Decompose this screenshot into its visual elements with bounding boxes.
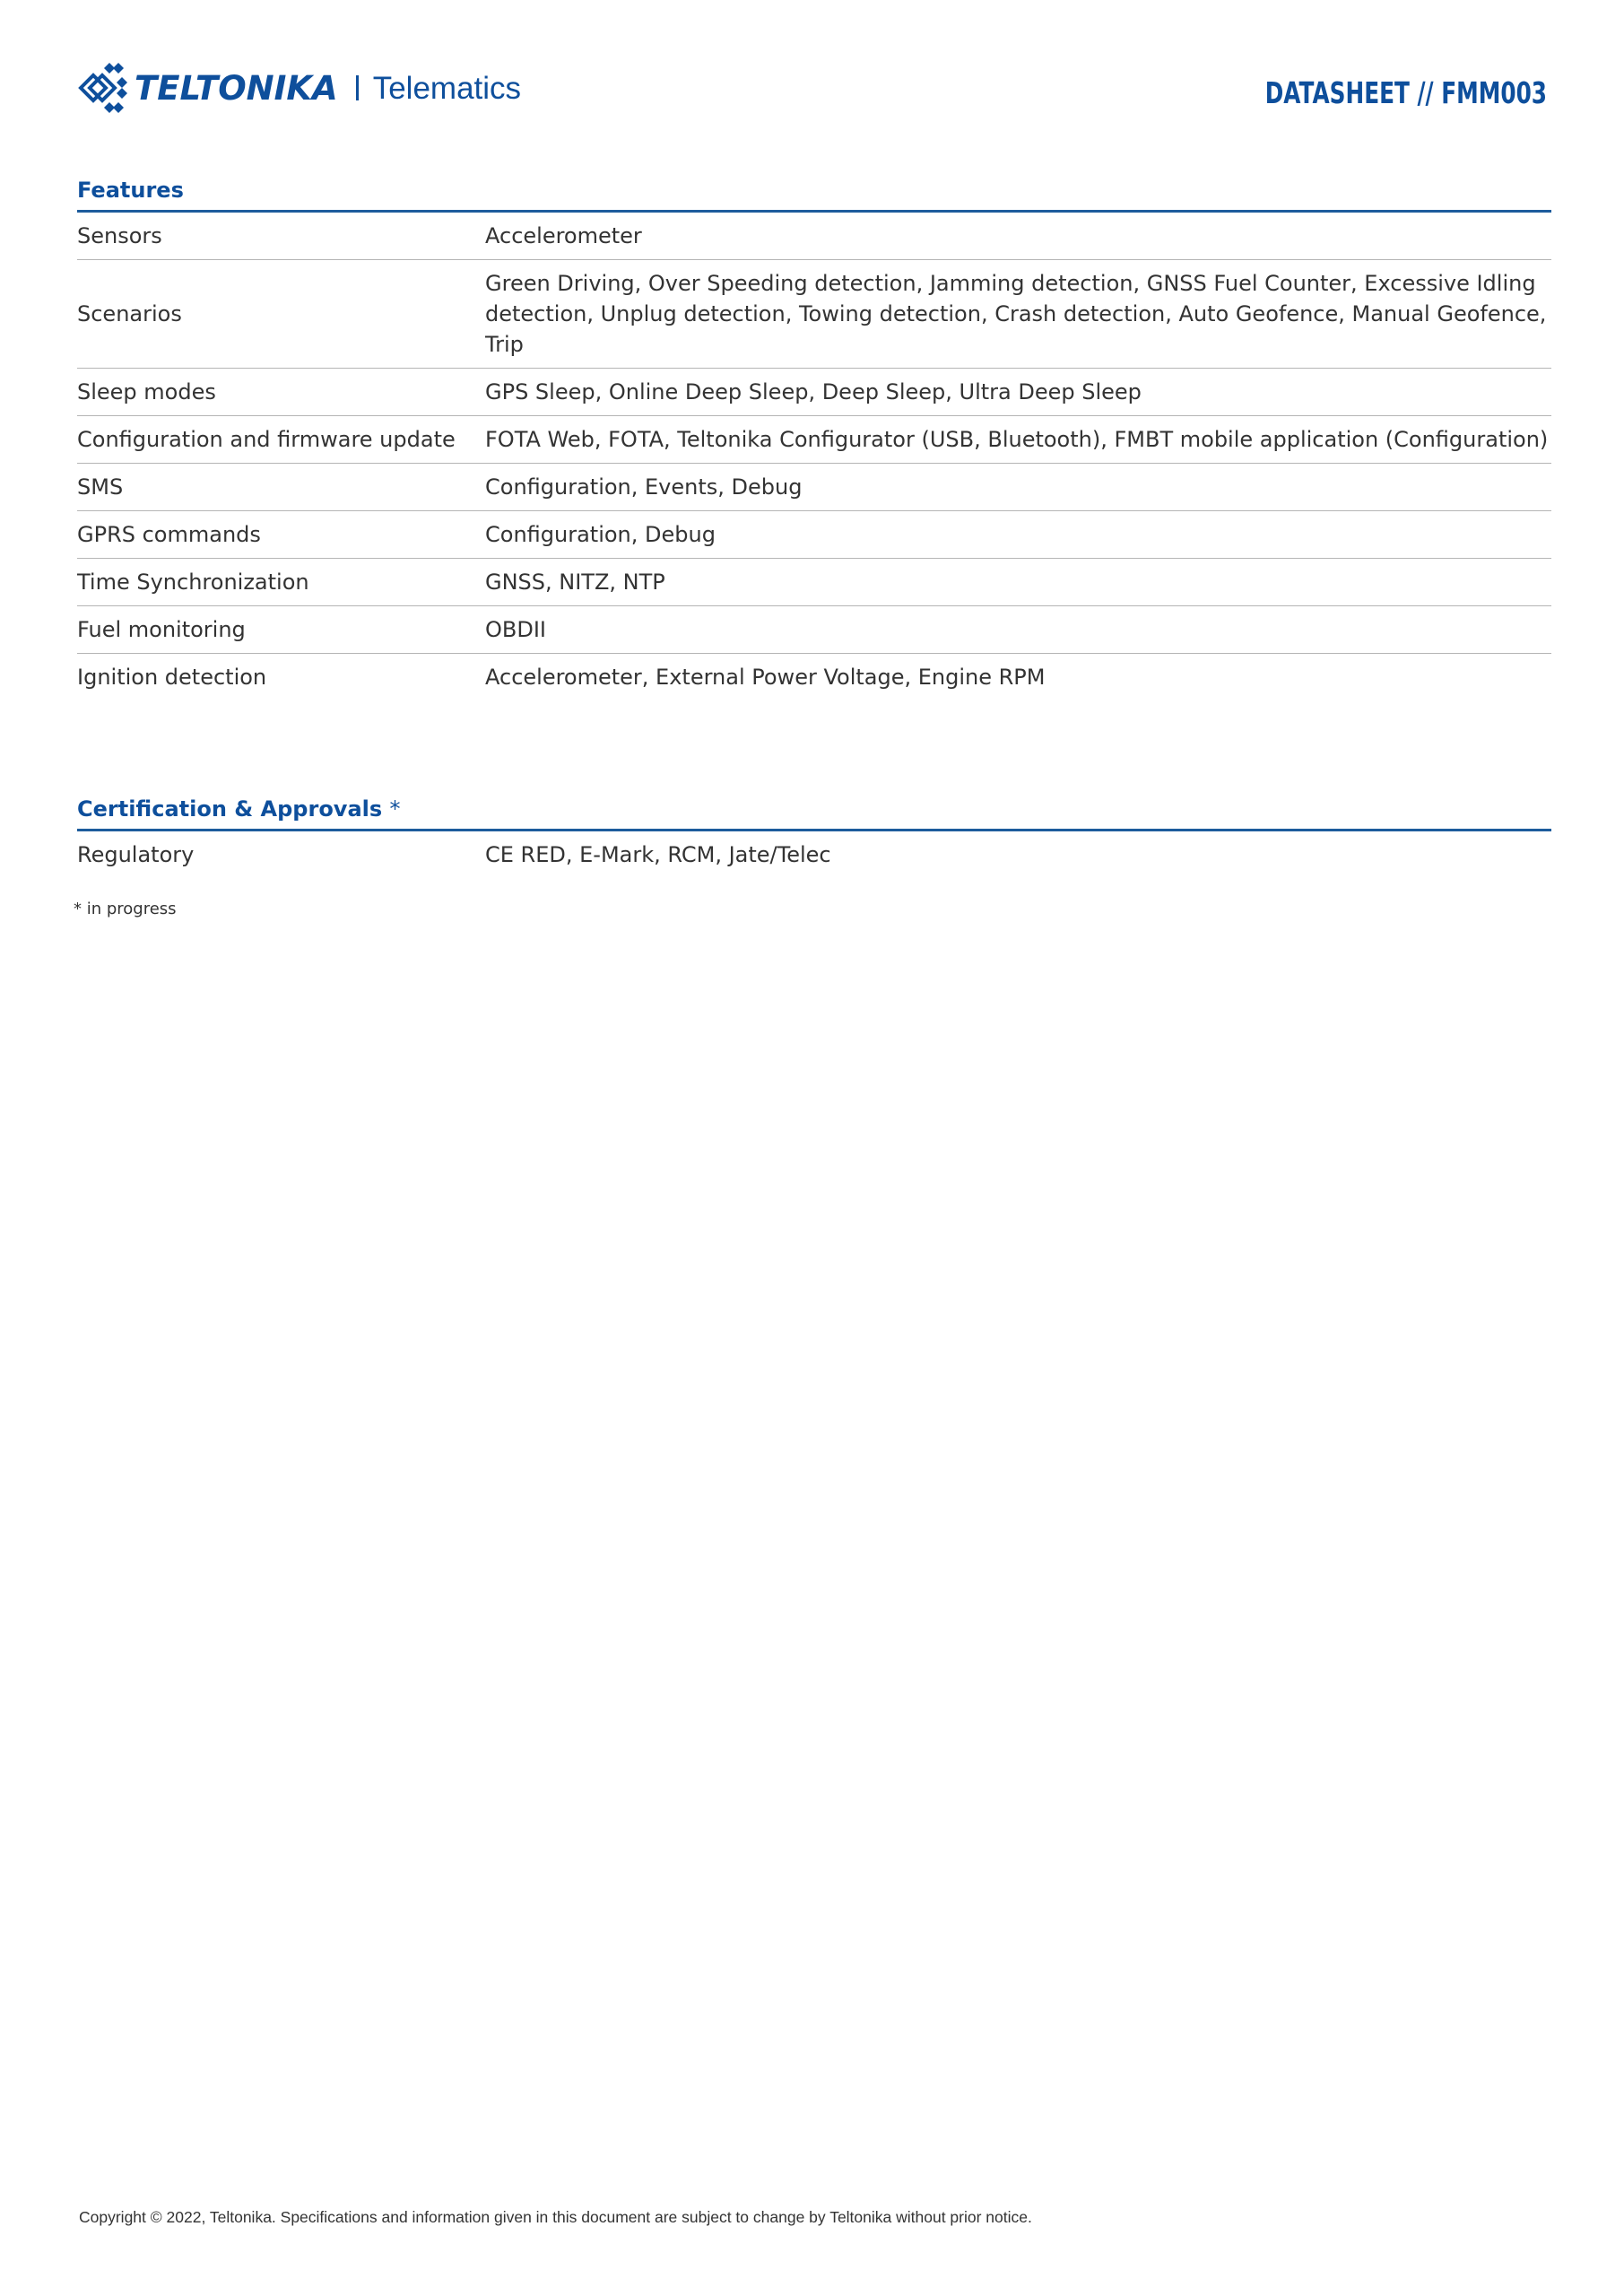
spec-label: Regulatory [77, 842, 195, 867]
spec-label: Scenarios [77, 260, 485, 369]
spec-label: Sleep modes [77, 369, 485, 416]
diamond-logo-icon [77, 63, 129, 113]
certification-heading-marker: * [389, 796, 401, 822]
logo-divider [356, 75, 359, 100]
product-line: Telematics [372, 70, 522, 106]
table-row [77, 559, 1551, 606]
features-section [77, 170, 1551, 700]
spec-label: SMS [77, 464, 485, 511]
table-row [77, 369, 1551, 416]
spec-value: Accelerometer [485, 223, 642, 248]
features-table [77, 213, 1551, 700]
spec-label: Ignition detection [77, 654, 485, 701]
spec-label: Sensors [77, 223, 162, 248]
spec-label: GPRS commands [77, 511, 485, 559]
spec-value: OBDII [485, 606, 1551, 654]
teltonika-logo [77, 63, 521, 113]
features-heading: Features [77, 170, 1551, 213]
table-row [77, 511, 1551, 559]
spec-label: Configuration and firmware update [77, 416, 485, 464]
spec-value: CE RED, E-Mark, RCM, Jate/Telec [485, 842, 831, 867]
spec-value: GPS Sleep, Online Deep Sleep, Deep Sleep, Ultra Deep Sleep [485, 369, 1551, 416]
table-row [77, 416, 1551, 464]
brand-name: TELTONIKA [135, 68, 338, 108]
table-row [77, 606, 1551, 654]
page-header [77, 59, 1547, 117]
spec-value: Accelerometer, External Power Voltage, Engine RPM [485, 654, 1551, 701]
spec-value: Green Driving, Over Speeding detection, Jamming detection, GNSS Fuel Counter, Excessive Idling detection, Unplug detection, Towing detection, Crash detection, Auto Geofence, Manual Geofence, Trip [485, 260, 1551, 369]
certification-section [77, 789, 1551, 878]
footnote: * in progress [74, 900, 177, 918]
spec-label: Time Synchronization [77, 559, 485, 606]
spec-value: GNSS, NITZ, NTP [485, 559, 1551, 606]
certification-heading-text: Certification & Approvals [77, 796, 383, 822]
spec-value: FOTA Web, FOTA, Teltonika Configurator (USB, Bluetooth), FMBT mobile application (Configuration) [485, 416, 1551, 464]
table-row [77, 213, 1551, 260]
table-row [77, 831, 1551, 878]
certification-table [77, 831, 1551, 878]
spec-value: Configuration, Debug [485, 511, 1551, 559]
datasheet-title: DATASHEET // FMM003 [1264, 75, 1547, 110]
copyright-notice: Copyright © 2022, Teltonika. Specifications and information given in this document are subject to change by Teltonika without prior notice. [79, 2208, 1032, 2226]
certification-heading [77, 789, 1551, 831]
spec-value: Configuration, Events, Debug [485, 464, 1551, 511]
table-row [77, 464, 1551, 511]
spec-label: Fuel monitoring [77, 606, 485, 654]
table-row [77, 654, 1551, 701]
table-row [77, 260, 1551, 369]
